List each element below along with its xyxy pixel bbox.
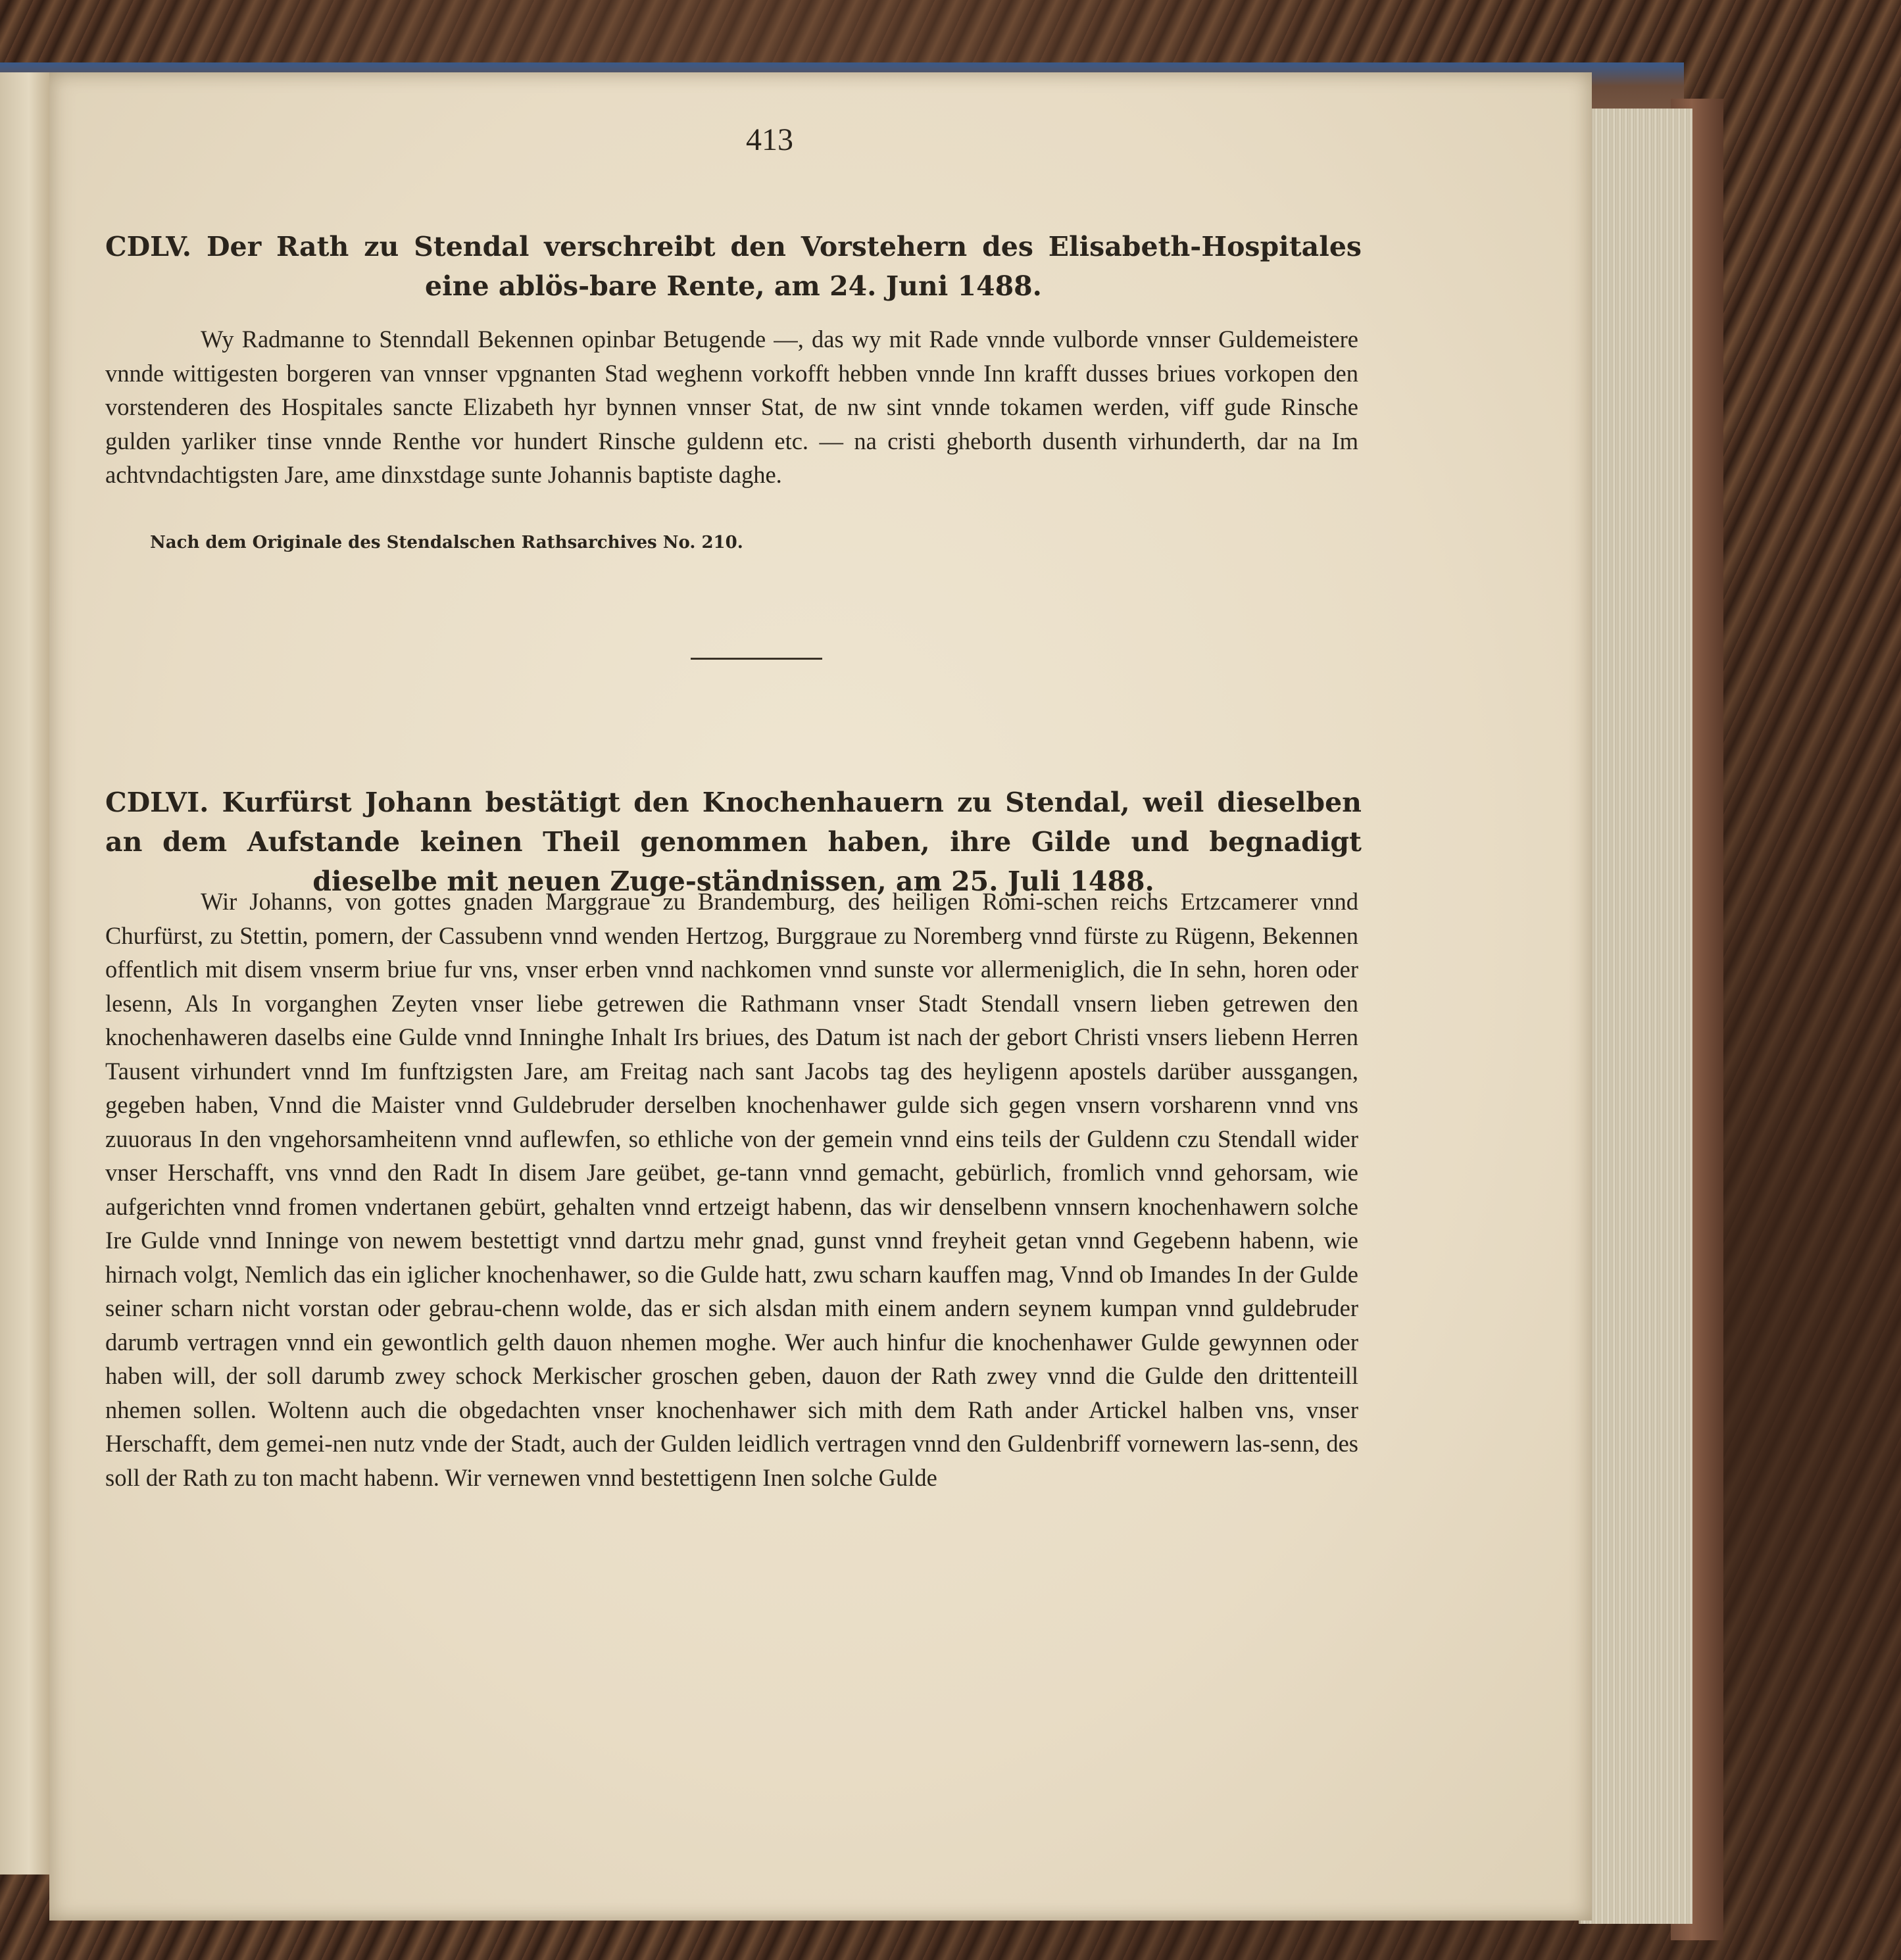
page-stack-edge <box>1579 109 1692 1924</box>
section-title: Kurfürst Johann bestätigt den Knochenhauern zu Stendal, weil dieselben an dem Aufstande keinen Theil genommen haben, ihre Gilde und begnadigt dieselbe mit neuen Zuge-ständnissen, am 25. Juli 1488. <box>105 787 1362 897</box>
left-page-edge <box>0 72 54 1874</box>
section-divider <box>691 658 822 660</box>
section-body <box>105 322 1358 492</box>
page-number: 413 <box>746 122 793 157</box>
section-text: Wir Johanns, von gottes gnaden Marggraue zu Brandemburg, des heiligen Romi-schen reichs Ertzcamerer vnnd Churfürst, zu Stettin, pomern, der Cassubenn vnnd wenden Hertzog, Burggraue zu Noremberg vnnd fürste zu Rügenn, Bekennen offentlich mit disem vnserm briue fur vns, vnser erben vnnd nachkomen vnnd sunste vor allermeniglich, die In sehn, horen oder lesenn, Als In vorganghen Zeyten vnser liebe getrewen die Rathmann vnser Stadt Stendall vnsern lieben getrewen den knochenhaweren daselbs eine Gulde vnnd Inninghe Inhalt Irs briues, des Datum ist nach der gebort Christi vnsers liebenn Herren Tausent virhundert vnnd Im funftzigsten Jare, am Freitag nach sant Jacobs tag des heyligenn apostels darüber aussgangen, gegeben haben, Vnnd die Maister vnnd Guldebruder derselben knochenhawer gulde sich gegen vnsern vorsharenn vnnd vns zuuoraus In den vngehorsamheitenn vnnd auflewfen, so ethliche von der gemein vnnd eins teils der Guldenn czu Stendall wider vnser Herschafft, vns vnnd den Radt In disem Jare geübet, ge-tann vnnd gemacht, gebürlich, fromlich vnnd gehorsam, wie aufgerichten vnnd fromen vndertanen gebürt, gehalten vnnd ertzeigt habenn, das wir denselbenn vnnsern knochenhawern solche Ire Gulde vnnd Inninge von newem bestettigt vnnd dartzu mehr gnad, gunst vnnd freyheit getan vnnd Gegebenn habenn, wie hirnach volgt, Nemlich das ein iglicher knochenhawer, so die Gulde hatt, zwu scharn kauffen mag, Vnnd ob Imandes In der Gulde seiner scharn nicht vorstan oder gebrau-chenn wolde, das er sich alsdan mith einem andern seynem kumpan vnnd guldebruder darumb vertragen vnnd ein gewontlich gelth dauon nhemen moghe. Wer auch hinfur die knochenhawer Gulde gewynnen oder haben will, der soll darumb zwey schock Merkischer groschen geben, dauon der Rath zwey vnnd die Gulde den drittenteill nhemen sollen. Woltenn auch die obgedachten vnser knochenhawer sich mith dem Rath ander Artickel halben vns, vnser Herschafft, dem gemei-nen nutz vnde der Stadt, auch der Gulden leidlich vertragen vnnd den Guldenbriff vornewern las-senn, des soll der Rath zu ton macht habenn. Wir vernewen vnnd bestettigenn Inen solche Gulde <box>105 888 1358 1491</box>
section-number: CDLVI. <box>105 787 209 818</box>
source-note: Nach dem Originale des Stendalschen Rathsarchives No. 210. <box>150 533 743 552</box>
section-heading <box>105 227 1362 306</box>
section-number: CDLV. <box>105 231 192 262</box>
section-heading <box>105 783 1362 901</box>
section-title: Der Rath zu Stendal verschreibt den Vorstehern des Elisabeth-Hospitales eine ablös-bare Rente, am 24. Juni 1488. <box>206 231 1362 302</box>
section-body <box>105 885 1358 1494</box>
section-text: Wy Radmanne to Stenndall Bekennen opinbar Betugende —, das wy mit Rade vnnde vulborde vnnser Guldemeistere vnnde wittigesten borgeren van vnnser vpgnanten Stad weghenn vorkofft hebben vnnde Inn krafft dusses briues vorkopen den vorstenderen des Hospitales sancte Elizabeth hyr bynnen vnnser Stat, de nw sint vnnde tokamen werden, viff gude Rinsche gulden yarliker tinse vnnde Renthe vor hundert Rinsche guldenn etc. — na cristi gheborth dusenth virhunderth, dar na Im achtvndachtigsten Jare, ame dinxstdage sunte Johannis baptiste daghe. <box>105 326 1358 488</box>
